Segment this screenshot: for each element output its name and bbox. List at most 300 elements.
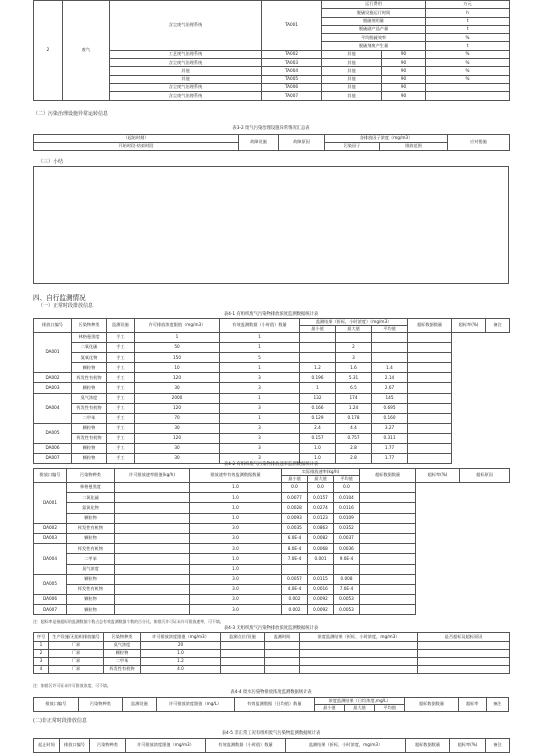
table-4-2: [33, 468, 510, 615]
data-cell: 厂界: [49, 642, 104, 650]
data-cell: 3.27: [372, 423, 408, 433]
data-cell: 手工: [107, 343, 135, 353]
t32-col2: 故障设施: [239, 135, 279, 151]
top-cell: 90: [382, 59, 426, 67]
t41-h-min: 最小值: [300, 326, 336, 333]
data-cell: 0.0115: [308, 574, 334, 584]
empty-cell: [360, 493, 416, 503]
t45-h-exceed-count: 超标数据数量: [406, 739, 450, 753]
section-anomaly-title: （二）污染治理设施异常运转信息: [33, 111, 109, 117]
data-cell: 6.5: [336, 383, 372, 393]
empty-cell: [360, 584, 416, 594]
data-cell: 颗粒物: [67, 574, 115, 584]
data-cell: 1: [34, 642, 49, 650]
table-row: [34, 650, 510, 658]
t41-h-avg: 平均值: [372, 326, 408, 333]
t41-h-count: 有效监测数据（小时值）数量: [220, 319, 300, 333]
t44-h-max: 最大值: [345, 705, 375, 712]
data-cell: 1.0: [190, 513, 282, 523]
data-cell: 2: [336, 343, 372, 353]
data-cell: 1.0: [190, 483, 282, 493]
data-cell: 30: [135, 444, 220, 454]
table-3-2-caption: 表3-2 废气污染治理设施异常情况汇总表: [232, 126, 310, 131]
empty-cell: [360, 595, 416, 605]
data-cell: 手工: [107, 433, 135, 443]
outlet-cell: DA005: [34, 574, 67, 594]
data-cell: 挥发性有机物: [67, 584, 115, 594]
t44-h-facility: 监测设施: [123, 698, 156, 712]
data-cell: 50: [135, 343, 220, 353]
empty-cell: [408, 413, 452, 423]
table-row: [34, 574, 510, 584]
top-param: 脱硫剂用量: [322, 17, 426, 25]
t43-h-exceed: 是否超标及超标原因: [418, 633, 510, 642]
table-row: [34, 353, 510, 363]
data-cell: 10: [135, 363, 220, 373]
data-cell: [115, 564, 190, 574]
data-cell: 挥发性有机物: [67, 523, 115, 533]
data-cell: 二甲苯: [67, 554, 115, 564]
top-emission-table: [33, 0, 510, 101]
data-cell: [115, 483, 190, 493]
table-row: [34, 333, 510, 343]
outlet-cell: DA002: [34, 373, 72, 383]
t44-h-remark: 备注: [486, 698, 508, 712]
data-cell: 1.0: [300, 454, 336, 464]
t43-h-point: 监测点位/设施: [221, 633, 265, 642]
top-group-no: 2: [34, 1, 63, 101]
t44-h-pollutant: 污染物种类: [78, 698, 123, 712]
top-unit: t: [426, 25, 510, 33]
data-cell: 0.0274: [308, 503, 334, 513]
data-cell: [282, 564, 308, 574]
data-cell: [300, 658, 418, 666]
t45-h-count: 有效监测数据（小时值）数量: [206, 739, 286, 753]
data-cell: 颗粒物: [67, 595, 115, 605]
data-cell: 1.0: [190, 554, 282, 564]
outlet-cell: DA007: [34, 605, 67, 615]
t41-h-exceed-count: 超标数据数量: [408, 319, 452, 333]
data-cell: 174: [336, 393, 372, 403]
data-cell: 厂界: [49, 650, 104, 658]
data-cell: 手工: [107, 393, 135, 403]
data-cell: 0.002: [282, 595, 308, 605]
data-cell: 挥发性有机物: [72, 433, 107, 443]
data-cell: 3: [220, 433, 300, 443]
table-row: [34, 564, 510, 574]
table-4-4: [33, 697, 509, 712]
data-cell: 1.77: [372, 454, 408, 464]
top-cell: %: [426, 59, 510, 67]
data-cell: 0.311: [372, 433, 408, 443]
empty-cell: [408, 373, 452, 383]
data-cell: [265, 650, 300, 658]
top-unit: t: [426, 17, 510, 25]
data-cell: [300, 650, 418, 658]
data-cell: 3.0: [190, 523, 282, 533]
t44-h-exceed-rate: 超标率: [458, 698, 486, 712]
data-cell: 1: [300, 383, 336, 393]
data-cell: 0.196: [300, 373, 336, 383]
empty-cell: [360, 503, 416, 513]
data-cell: 1: [220, 333, 300, 343]
top-cell: TA003: [262, 59, 322, 67]
top-param: 脱硫副产品产量: [322, 25, 426, 33]
data-cell: [115, 533, 190, 543]
t32-col3: 故障原因: [279, 135, 325, 151]
section-summary-title: （三）小结: [38, 159, 64, 165]
top-table-row: [34, 1, 510, 9]
data-cell: 70: [135, 413, 220, 423]
table-row: [34, 423, 510, 433]
empty-cell: [360, 554, 416, 564]
data-cell: 挥发性有机物: [72, 403, 107, 413]
outlet-cell: DA006: [34, 595, 67, 605]
empty-cell: [408, 343, 452, 353]
top-cell: 90: [382, 75, 426, 83]
t43-h-time: 监测时间: [265, 633, 300, 642]
data-cell: [336, 333, 372, 343]
data-cell: [265, 666, 300, 674]
top-cell: 其他: [322, 50, 382, 58]
empty-cell: [360, 564, 416, 574]
top-cell: 含尘废气治理系统: [110, 83, 262, 91]
data-cell: 0.0053: [334, 595, 360, 605]
top-cell: %: [426, 67, 510, 75]
t45-h-time: 起止时间: [34, 739, 60, 753]
section-normal-title: （一）正常时段排放信息: [38, 303, 94, 309]
outlet-cell: DA001: [34, 483, 67, 524]
data-cell: [300, 666, 418, 674]
data-cell: [115, 574, 190, 584]
data-cell: [300, 353, 336, 363]
data-cell: 手工: [107, 363, 135, 373]
data-cell: [418, 658, 510, 666]
top-facility: 含尘废气治理系统: [110, 1, 262, 51]
t44-h-avg: 平均值: [375, 705, 405, 712]
data-cell: 1: [220, 363, 300, 373]
top-cell: TA002: [262, 50, 322, 58]
data-cell: 挥发性有机物: [104, 666, 141, 674]
t32-col5: 应对措施: [448, 135, 510, 151]
t42-h-max: 最大值: [308, 476, 334, 483]
data-cell: 0.160: [372, 413, 408, 423]
top-unit: 万元: [426, 1, 510, 9]
empty-cell: [360, 483, 416, 493]
t42-h-count: 排放速率有效监测数据数量: [190, 469, 282, 483]
data-cell: [115, 595, 190, 605]
top-cell: 90: [382, 92, 426, 100]
data-cell: 0.0863: [308, 523, 334, 533]
top-cell: 其他: [322, 83, 382, 91]
empty-cell: [408, 353, 452, 363]
data-cell: 1.4: [372, 363, 408, 373]
top-cell: TA005: [262, 75, 322, 83]
data-cell: 2.67: [372, 383, 408, 393]
data-cell: 二氧化硫: [72, 343, 107, 353]
data-cell: 手工: [107, 413, 135, 423]
data-cell: 手工: [107, 383, 135, 393]
data-cell: 颗粒物: [72, 423, 107, 433]
outlet-cell: DA004: [34, 544, 67, 575]
t41-h-remark: 备注: [486, 319, 510, 333]
table-row: [34, 373, 510, 383]
data-cell: 1.2: [300, 363, 336, 373]
data-cell: [418, 650, 510, 658]
top-unit: h: [426, 9, 510, 17]
data-cell: [115, 523, 190, 533]
top-cell: 其他: [110, 75, 262, 83]
data-cell: 0.157: [300, 433, 336, 443]
table-4-3: [33, 632, 510, 674]
table-row: [34, 503, 510, 513]
data-cell: 二甲苯: [72, 413, 107, 423]
t45-h-remark: 备注: [486, 739, 510, 753]
table-4-1: [33, 318, 510, 464]
data-cell: 0.001: [308, 554, 334, 564]
data-cell: [418, 666, 510, 674]
data-cell: 0.0: [334, 483, 360, 493]
data-cell: 颗粒物: [72, 363, 107, 373]
data-cell: 1: [220, 343, 300, 353]
table-row: [34, 483, 510, 493]
data-cell: 0.0092: [308, 595, 334, 605]
data-cell: [221, 666, 265, 674]
data-cell: 0.0035: [282, 523, 308, 533]
data-cell: [115, 493, 190, 503]
data-cell: 0.0082: [308, 533, 334, 543]
t43-h-source: 生产设施/无组织排放编号: [49, 633, 104, 642]
t44-h-result: 浓度监测结果（日均浓度,mg/L）: [314, 698, 404, 705]
table-row: [34, 393, 510, 403]
t41-h-result: 监测结果（折标，小时浓度）（mg/m3）: [300, 319, 408, 326]
data-cell: 挥发性有机物: [67, 544, 115, 554]
top-cell: [426, 83, 510, 91]
empty-cell: [360, 513, 416, 523]
t45-h-limit: 许可排放浓度限值（mg/m3）: [126, 739, 206, 753]
data-cell: 3.0: [190, 584, 282, 594]
data-cell: [115, 544, 190, 554]
table-row: [34, 383, 510, 393]
t43-h-limit: 许可排放浓度限值（mg/m3）: [141, 633, 221, 642]
t42-h-min: 最小值: [282, 476, 308, 483]
empty-cell: [360, 533, 416, 543]
top-cell: 其他: [322, 67, 382, 75]
data-cell: 3: [220, 444, 300, 454]
t41-h-exceed-rate: 超标率(%): [452, 319, 486, 333]
data-cell: 臭气浓度: [67, 564, 115, 574]
data-cell: 二甲苯: [104, 658, 141, 666]
t43-h-result: 浓度监测结果（折标，小时浓度，mg/m3）: [300, 633, 418, 642]
data-cell: 0.0116: [334, 503, 360, 513]
data-cell: [372, 353, 408, 363]
data-cell: 120: [135, 373, 220, 383]
data-cell: 6.0E-4: [282, 533, 308, 543]
data-cell: 颗粒物: [72, 454, 107, 464]
data-cell: 2.4: [300, 423, 336, 433]
data-cell: 0.0157: [308, 493, 334, 503]
data-cell: 3.0: [190, 544, 282, 554]
table-4-5-caption: 表4-5 非正常工况有组织废气污染物监测数据统计表: [221, 731, 321, 736]
t41-h-limit: 许可排放浓度限值（mg/m3）: [135, 319, 220, 333]
data-cell: 手工: [107, 353, 135, 363]
data-cell: 7.0E-4: [282, 554, 308, 564]
data-cell: [300, 333, 336, 343]
t32-col4-top: 各排放因子浓度（mg/m3）: [325, 135, 448, 143]
outlet-cell: DA005: [34, 423, 72, 443]
t32-col4-b: 排放范围: [380, 143, 448, 151]
data-cell: 手工: [107, 454, 135, 464]
top-cell: 工艺废气治理系统: [110, 50, 262, 58]
data-cell: 颗粒物: [104, 650, 141, 658]
data-cell: [115, 584, 190, 594]
data-cell: 0.0: [282, 483, 308, 493]
t44-h-outlet: 排放口编号: [34, 698, 79, 712]
t41-h-outlet: 排放口编号: [34, 319, 72, 333]
data-cell: 3: [220, 373, 300, 383]
empty-cell: [408, 393, 452, 403]
data-cell: 4: [34, 666, 49, 674]
outlet-cell: DA003: [34, 383, 72, 393]
data-cell: 5: [220, 353, 300, 363]
data-cell: 3.0: [190, 574, 282, 584]
table-row: [34, 658, 510, 666]
top-unit: %: [426, 34, 510, 42]
data-cell: 3: [220, 454, 300, 464]
data-cell: 颗粒物: [67, 513, 115, 523]
data-cell: 臭气浓度: [72, 393, 107, 403]
data-cell: 132: [300, 393, 336, 403]
table-row: [34, 642, 510, 650]
data-cell: 挥发性有机物: [72, 373, 107, 383]
t44-h-min: 最小值: [314, 705, 344, 712]
top-param: 脱硫设施运行时间: [322, 9, 426, 17]
data-cell: [221, 658, 265, 666]
top-param: 脱硫剂废产生量: [322, 42, 426, 50]
data-cell: 1.6: [336, 363, 372, 373]
data-cell: 8.0E-4: [282, 544, 308, 554]
data-cell: 0.0352: [334, 523, 360, 533]
top-param: 运行费用: [322, 1, 426, 9]
data-cell: 3: [220, 403, 300, 413]
t42-h-avg: 平均值: [334, 476, 360, 483]
t44-h-exceed-count: 超标数据数量: [405, 698, 459, 712]
data-cell: 120: [135, 433, 220, 443]
top-cell: TA004: [262, 67, 322, 75]
data-cell: 0.0016: [308, 584, 334, 594]
table-row: [34, 605, 510, 615]
data-cell: 3.0: [190, 605, 282, 615]
data-cell: [265, 658, 300, 666]
t42-h-actual: 实际排放速率(kg/h): [282, 469, 360, 476]
data-cell: [115, 503, 190, 513]
data-cell: 手工: [107, 333, 135, 343]
data-cell: 氮氧化物: [67, 503, 115, 513]
data-cell: 0.002: [282, 605, 308, 615]
data-cell: 0.0036: [334, 544, 360, 554]
outlet-cell: DA006: [34, 444, 72, 454]
t42-h-pollutant: 污染物种类: [67, 469, 115, 483]
data-cell: 1.0: [141, 650, 221, 658]
data-cell: 1.0: [300, 444, 336, 454]
data-cell: 4.0: [141, 666, 221, 674]
data-cell: 2.8: [336, 454, 372, 464]
top-param: 平均脱硫效率: [322, 34, 426, 42]
data-cell: 2: [34, 650, 49, 658]
data-cell: 厂界: [49, 666, 104, 674]
data-cell: 1.77: [372, 444, 408, 454]
data-cell: 手工: [107, 444, 135, 454]
data-cell: 2.14: [372, 373, 408, 383]
data-cell: 0.757: [336, 433, 372, 443]
data-cell: 120: [135, 403, 220, 413]
data-cell: 0.0093: [282, 513, 308, 523]
data-cell: 0.0: [308, 483, 334, 493]
data-cell: 0.0057: [282, 574, 308, 584]
data-cell: 30: [135, 454, 220, 464]
data-cell: [115, 605, 190, 615]
heading-self-monitoring: 四、自行监测情况: [33, 294, 86, 302]
data-cell: 厂界: [49, 658, 104, 666]
data-cell: 0.0109: [334, 513, 360, 523]
data-cell: 手工: [107, 373, 135, 383]
data-cell: 0.0068: [308, 544, 334, 554]
table-row: [34, 403, 510, 413]
table-row: [34, 523, 510, 533]
data-cell: [300, 642, 418, 650]
data-cell: 颗粒物: [67, 533, 115, 543]
t41-h-pollutant: 污染物种类: [72, 319, 107, 333]
data-cell: 3.0: [190, 595, 282, 605]
outlet-cell: DA004: [34, 393, 72, 423]
empty-cell: [408, 433, 452, 443]
top-cell: TA007: [262, 92, 322, 100]
empty-cell: [408, 363, 452, 373]
data-cell: [265, 642, 300, 650]
data-cell: 1.0: [190, 503, 282, 513]
data-cell: [418, 642, 510, 650]
data-cell: 1: [220, 393, 300, 403]
top-cell: TA006: [262, 83, 322, 91]
data-cell: 145: [372, 393, 408, 403]
table-4-2-note: 注：超标率是指超标的监测数据个数占总有效监测数据个数的百分比。如排污许可证未许可排放速率，可不填。: [33, 619, 224, 624]
t42-h-limit: 许可排放速率限值(kg/h): [115, 469, 190, 483]
data-cell: 0.0092: [308, 605, 334, 615]
empty-cell: [408, 333, 452, 343]
data-cell: 3: [220, 383, 300, 393]
outlet-cell: DA002: [34, 523, 67, 533]
table-row: [34, 413, 510, 423]
data-cell: 二氧化硫: [67, 493, 115, 503]
data-cell: 0.129: [300, 413, 336, 423]
summary-box: [33, 166, 509, 284]
t32-col4-a: 污染因子: [325, 143, 380, 151]
table-row: [34, 666, 510, 674]
data-cell: 1.2: [141, 658, 221, 666]
table-row: [34, 363, 510, 373]
data-cell: 0.695: [372, 403, 408, 413]
data-cell: 1: [135, 333, 220, 343]
top-cell: 其他: [322, 59, 382, 67]
data-cell: [334, 564, 360, 574]
t42-h-exceed-reason: 超标原因: [460, 469, 510, 483]
data-cell: 0.0053: [334, 605, 360, 615]
outlet-cell: DA001: [34, 333, 72, 373]
data-cell: 2.8: [336, 444, 372, 454]
t44-h-count: 有效监测数据（日均值）数量: [234, 698, 314, 712]
outlet-cell: DA007: [34, 454, 72, 464]
data-cell: [221, 642, 265, 650]
